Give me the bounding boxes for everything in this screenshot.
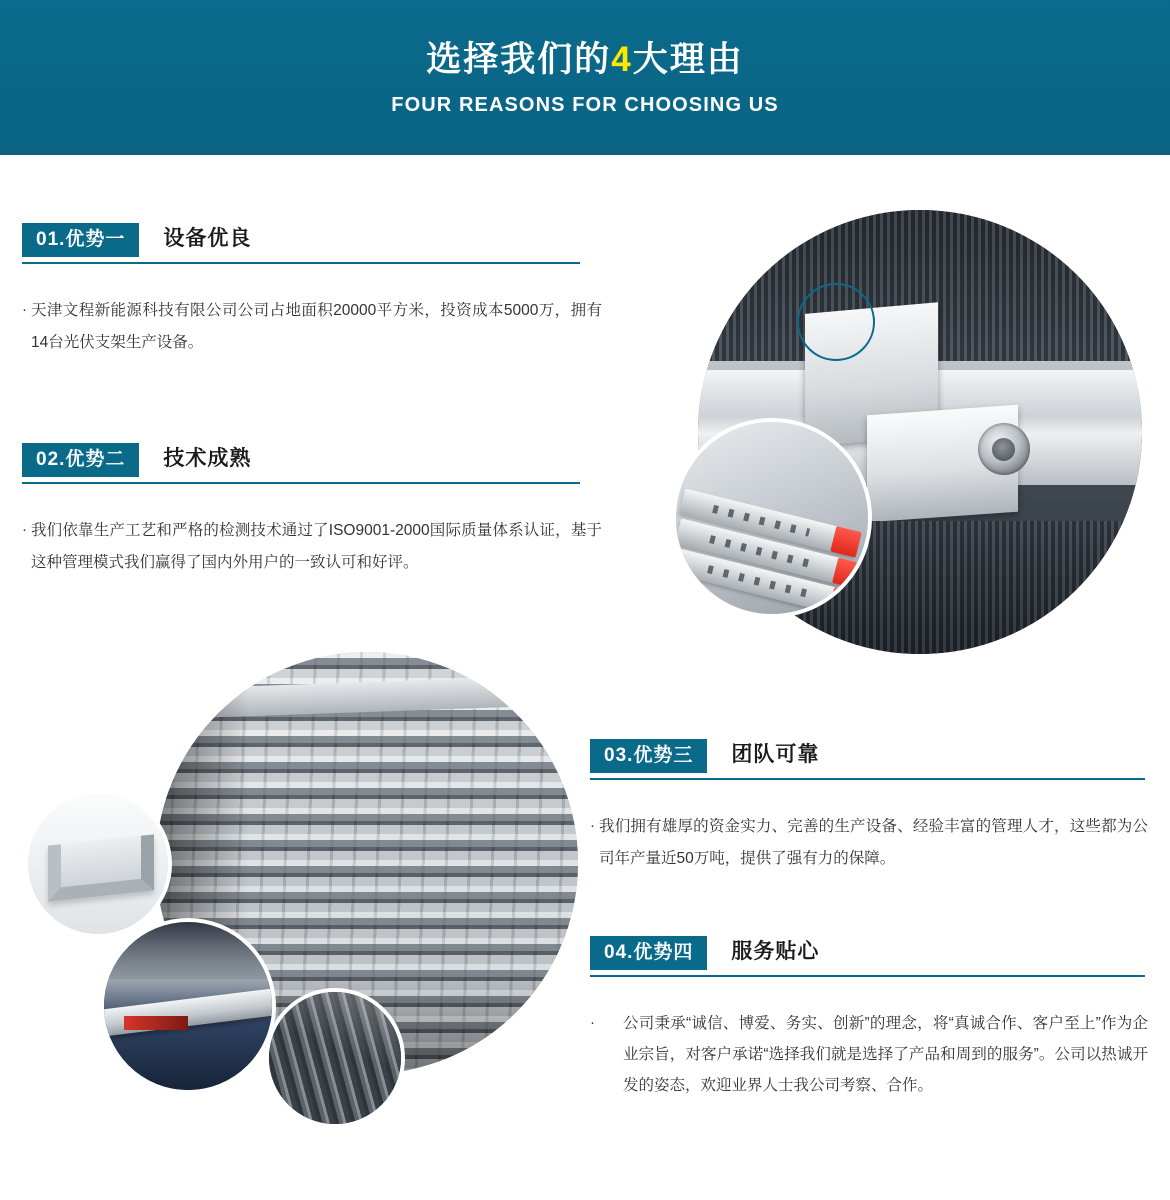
u-channel-section <box>48 834 154 901</box>
page-subtitle: FOUR REASONS FOR CHOOSING US <box>391 93 779 116</box>
feature-4-bullet: · <box>590 1014 595 1031</box>
feature-4-header <box>590 935 1148 970</box>
feature-block-4 <box>590 935 1148 1101</box>
feature-4-title: 服务贴心 <box>731 940 820 963</box>
feature-3-body <box>590 811 1148 875</box>
page-title-part1: 选择我们的 <box>426 39 612 79</box>
feature-3-text: 我们拥有雄厚的资金实力、完善的生产设备、经验丰富的管理人才，这些都为公司年产量近50万吨，提供了强有力的保障。 <box>599 818 1148 867</box>
feature-2-header <box>22 442 602 477</box>
machine-shadow <box>104 922 272 979</box>
purlin-bundle-photo <box>672 418 872 618</box>
machine-label <box>124 1016 188 1029</box>
feature-4-rule <box>590 975 1145 977</box>
feature-2-body <box>22 515 602 579</box>
feature-1-body <box>22 295 602 359</box>
feature-1-text: 天津文程新能源科技有限公司公司占地面积20000平方米，投资成本5000万，拥有14台光伏支架生产设备。 <box>31 302 602 351</box>
roll-forming-machine-photo <box>100 918 276 1094</box>
page-title <box>426 39 744 81</box>
feature-4-body <box>590 1008 1148 1101</box>
feature-4-text: 公司秉承“诚信、博爱、务实、创新”的理念，将“真诚合作、客户至上”作为企业宗旨，对客户承诺“选择我们就是选择了产品和周到的服务”。公司以热诚开发的姿态，欢迎业界人士我公司考察、合作。 <box>623 1015 1148 1094</box>
feature-2-text: 我们依靠生产工艺和严格的检测技术通过了ISO9001-2000国际质量体系认证，基于这种管理模式我们赢得了国内外用户的一致认可和好评。 <box>31 522 602 571</box>
steel-coil-photo <box>265 988 405 1128</box>
page-title-part2: 大理由 <box>632 39 744 79</box>
feature-3-rule <box>590 778 1145 780</box>
feature-2-bullet: · <box>22 521 27 538</box>
feature-1-bullet: · <box>22 301 27 318</box>
feature-3-tag: 03.优势三 <box>590 739 707 773</box>
hex-bolt-icon <box>978 423 1030 475</box>
feature-2-tag: 02.优势二 <box>22 443 139 477</box>
page-header <box>0 0 1170 155</box>
feature-3-bullet: · <box>590 817 595 834</box>
feature-1-header <box>22 222 602 257</box>
feature-block-2 <box>22 442 602 579</box>
feature-3-header <box>590 738 1148 773</box>
feature-4-tag: 04.优势四 <box>590 936 707 970</box>
feature-1-tag: 01.优势一 <box>22 223 139 257</box>
page-title-highlight: 4 <box>611 39 633 79</box>
decorative-circle-outline <box>797 283 875 361</box>
feature-block-3 <box>590 738 1148 875</box>
photo-sheen <box>269 992 401 1124</box>
feature-1-rule <box>22 262 580 264</box>
feature-2-rule <box>22 482 580 484</box>
feature-block-1 <box>22 222 602 359</box>
c-profile-photo <box>24 790 172 938</box>
feature-2-title: 技术成熟 <box>163 447 252 470</box>
feature-3-title: 团队可靠 <box>731 743 820 766</box>
feature-1-title: 设备优良 <box>163 227 252 250</box>
